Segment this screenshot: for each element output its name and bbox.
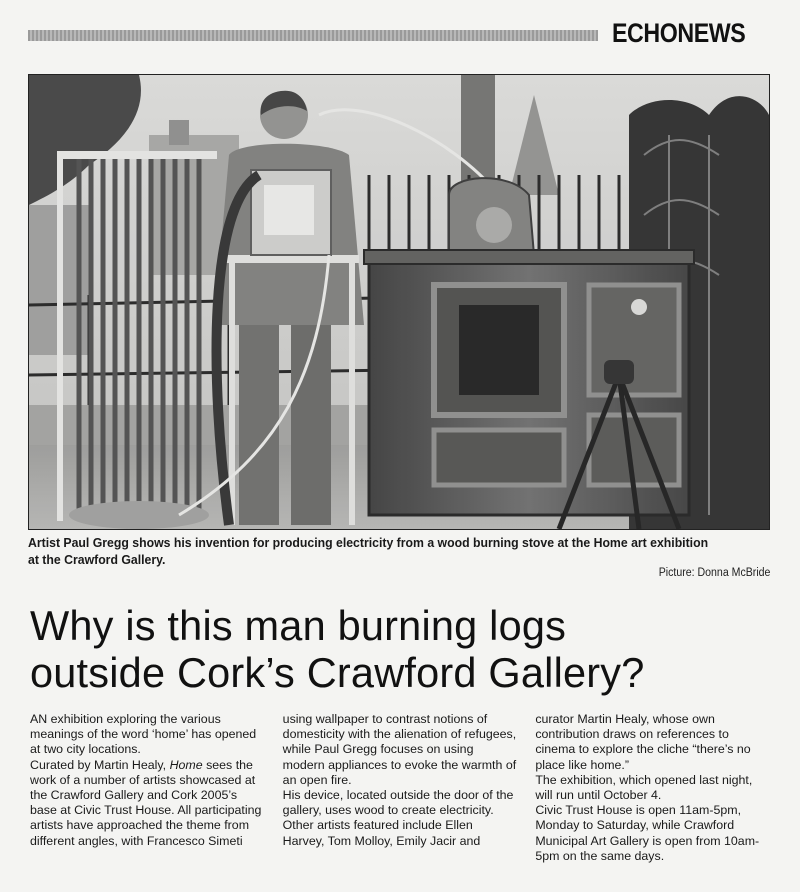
exhibition-title: Home xyxy=(169,757,203,772)
paragraph xyxy=(30,758,265,849)
article-column-1 xyxy=(30,712,265,864)
photo-caption: Artist Paul Gregg shows his invention for producing electricity from a wood burning stove at the Home art exhibition at the Crawford Gallery. xyxy=(28,535,709,567)
text-run: sees the work of a number of artists showcased at the Crawford Gallery and Cork 2005’s base at Civic Trust House. All participating artists have approached the theme from different angles, with Francesco Simeti xyxy=(30,757,262,848)
article-column-2 xyxy=(283,712,518,864)
masthead-title: ECHONEWS xyxy=(612,18,746,48)
paragraph: Civic Trust House is open 11am-5pm, Monday to Saturday, while Crawford Municipal Art Gallery is open from 10am-5pm on the same days. xyxy=(535,803,760,863)
headline-line-2: outside Cork’s Crawford Gallery? xyxy=(30,649,645,696)
paragraph: Other artists featured include Ellen Harvey, Tom Molloy, Emily Jacir and xyxy=(282,818,481,848)
photo-illustration xyxy=(29,75,769,529)
paragraph: using wallpaper to contrast notions of domesticity with the alienation of refugees, while Paul Gregg focuses on using modern appliances to evoke the warmth of an open fire. xyxy=(282,712,517,787)
headline xyxy=(30,602,790,696)
masthead-rule xyxy=(28,30,598,41)
news-photo xyxy=(28,74,770,530)
paragraph: His device, located outside the door of the gallery, uses wood to create electricity. xyxy=(282,788,514,818)
paragraph: AN exhibition exploring the various meanings of the word ‘home’ has opened at two city locations. xyxy=(30,712,257,757)
article-column-3 xyxy=(535,712,770,864)
paragraph: curator Martin Healy, whose own contribution draws on references to cinema to explore the cliche “there’s no place like home.” xyxy=(535,712,751,772)
paragraph: The exhibition, which opened last night, will run until October 4. xyxy=(535,772,753,803)
headline-line-1: Why is this man burning logs xyxy=(30,602,567,649)
photo-credit: Picture: Donna McBride xyxy=(658,567,770,579)
article-body xyxy=(30,712,770,864)
text-run: Curated by Martin Healy, xyxy=(30,757,170,772)
